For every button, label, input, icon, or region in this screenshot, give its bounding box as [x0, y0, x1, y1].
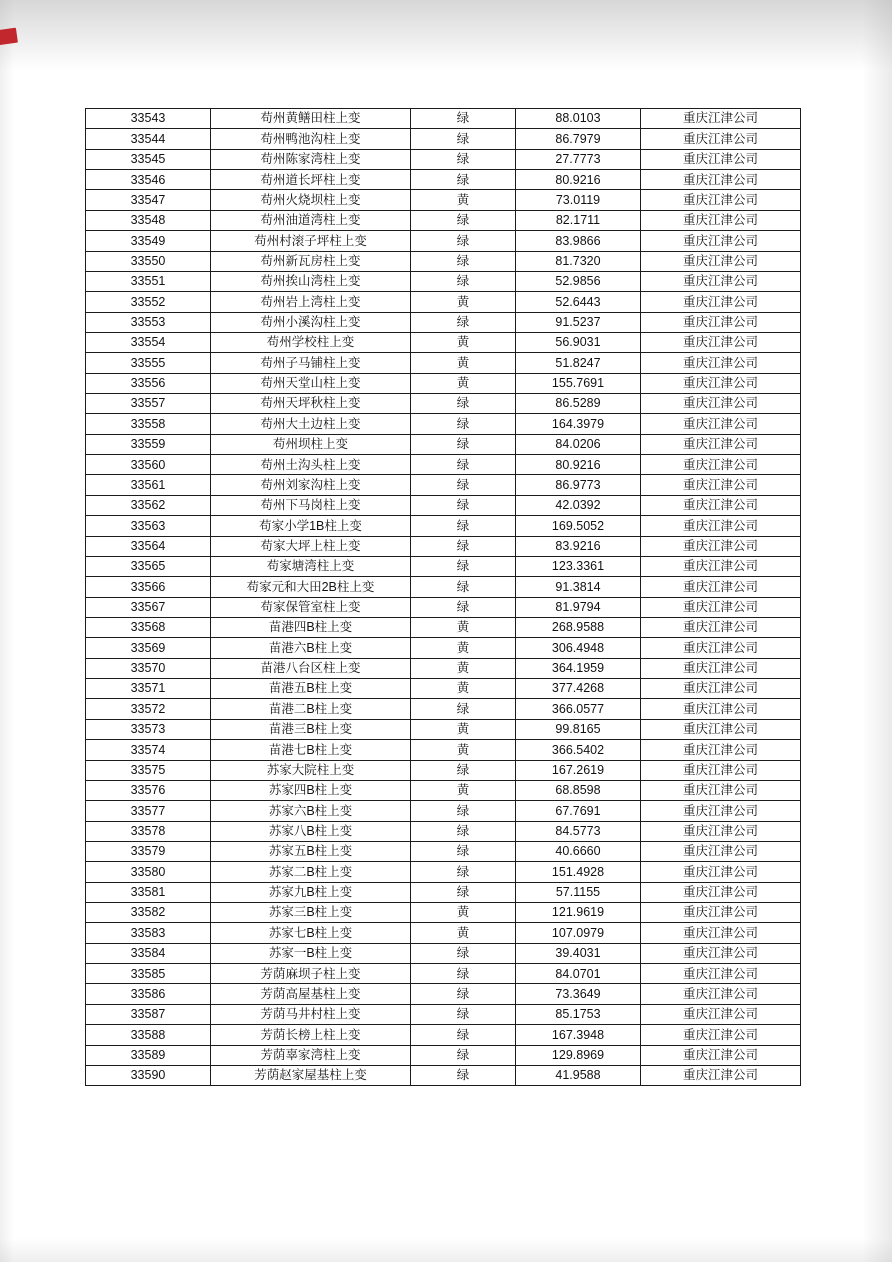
cell-name: 苟州天堂山柱上变 — [211, 373, 411, 393]
cell-status-color: 黄 — [411, 353, 516, 373]
cell-name: 苟州岩上湾柱上变 — [211, 292, 411, 312]
red-ink-mark — [0, 28, 18, 46]
cell-status-color: 绿 — [411, 516, 516, 536]
table-row — [86, 923, 801, 943]
cell-id: 33577 — [86, 801, 211, 821]
cell-id: 33578 — [86, 821, 211, 841]
cell-status-color: 绿 — [411, 434, 516, 454]
cell-id: 33582 — [86, 903, 211, 923]
cell-value: 155.7691 — [516, 373, 641, 393]
scan-shadow-top — [0, 0, 892, 70]
table-row — [86, 556, 801, 576]
table-row — [86, 149, 801, 169]
cell-name: 苏家六B柱上变 — [211, 801, 411, 821]
cell-name: 苟州大土边柱上变 — [211, 414, 411, 434]
table-row — [86, 617, 801, 637]
cell-status-color: 黄 — [411, 373, 516, 393]
cell-value: 85.1753 — [516, 1004, 641, 1024]
cell-value: 51.8247 — [516, 353, 641, 373]
cell-id: 33554 — [86, 332, 211, 352]
cell-id: 33568 — [86, 617, 211, 637]
table-row — [86, 210, 801, 230]
cell-value: 80.9216 — [516, 455, 641, 475]
cell-value: 81.7320 — [516, 251, 641, 271]
table-row — [86, 109, 801, 129]
cell-company: 重庆江津公司 — [641, 760, 801, 780]
cell-name: 苟州天坪秋柱上变 — [211, 394, 411, 414]
cell-value: 56.9031 — [516, 332, 641, 352]
cell-value: 91.5237 — [516, 312, 641, 332]
cell-id: 33576 — [86, 780, 211, 800]
cell-company: 重庆江津公司 — [641, 231, 801, 251]
cell-company: 重庆江津公司 — [641, 597, 801, 617]
cell-status-color: 绿 — [411, 801, 516, 821]
cell-name: 苟州新瓦房柱上变 — [211, 251, 411, 271]
cell-name: 苏家大院柱上变 — [211, 760, 411, 780]
table-row — [86, 1004, 801, 1024]
cell-value: 84.0206 — [516, 434, 641, 454]
cell-name: 苟家塘湾柱上变 — [211, 556, 411, 576]
cell-company: 重庆江津公司 — [641, 495, 801, 515]
cell-name: 苟州鸭池沟柱上变 — [211, 129, 411, 149]
cell-name: 苗港二B柱上变 — [211, 699, 411, 719]
cell-name: 苏家五B柱上变 — [211, 841, 411, 861]
table-row — [86, 353, 801, 373]
cell-value: 366.0577 — [516, 699, 641, 719]
cell-id: 33566 — [86, 577, 211, 597]
cell-status-color: 绿 — [411, 862, 516, 882]
cell-company: 重庆江津公司 — [641, 556, 801, 576]
transformer-table — [85, 108, 801, 1086]
table-row — [86, 1045, 801, 1065]
cell-value: 80.9216 — [516, 170, 641, 190]
cell-company: 重庆江津公司 — [641, 170, 801, 190]
cell-value: 39.4031 — [516, 943, 641, 963]
cell-value: 129.8969 — [516, 1045, 641, 1065]
cell-company: 重庆江津公司 — [641, 801, 801, 821]
cell-status-color: 绿 — [411, 1065, 516, 1085]
cell-status-color: 黄 — [411, 190, 516, 210]
cell-status-color: 黄 — [411, 638, 516, 658]
cell-id: 33552 — [86, 292, 211, 312]
cell-id: 33569 — [86, 638, 211, 658]
cell-status-color: 黄 — [411, 903, 516, 923]
cell-name: 苟家大坪上柱上变 — [211, 536, 411, 556]
table-row — [86, 577, 801, 597]
table-row — [86, 801, 801, 821]
cell-value: 57.1155 — [516, 882, 641, 902]
table-row — [86, 414, 801, 434]
cell-name: 苟州火烧坝柱上变 — [211, 190, 411, 210]
table-row — [86, 516, 801, 536]
cell-name: 苟州坝柱上变 — [211, 434, 411, 454]
table-row — [86, 475, 801, 495]
cell-name: 芳荫赵家屋基柱上变 — [211, 1065, 411, 1085]
cell-company: 重庆江津公司 — [641, 190, 801, 210]
cell-company: 重庆江津公司 — [641, 903, 801, 923]
cell-name: 苟州挨山湾柱上变 — [211, 271, 411, 291]
table-row — [86, 1065, 801, 1085]
cell-status-color: 绿 — [411, 170, 516, 190]
cell-status-color: 绿 — [411, 821, 516, 841]
cell-company: 重庆江津公司 — [641, 923, 801, 943]
cell-id: 33555 — [86, 353, 211, 373]
cell-id: 33575 — [86, 760, 211, 780]
cell-id: 33556 — [86, 373, 211, 393]
cell-company: 重庆江津公司 — [641, 577, 801, 597]
cell-status-color: 绿 — [411, 394, 516, 414]
table-row — [86, 862, 801, 882]
table-row — [86, 536, 801, 556]
cell-value: 84.5773 — [516, 821, 641, 841]
table-row — [86, 597, 801, 617]
cell-id: 33574 — [86, 740, 211, 760]
table-row — [86, 903, 801, 923]
cell-id: 33543 — [86, 109, 211, 129]
cell-value: 27.7773 — [516, 149, 641, 169]
table-row — [86, 373, 801, 393]
cell-company: 重庆江津公司 — [641, 109, 801, 129]
cell-name: 苟州土沟头柱上变 — [211, 455, 411, 475]
cell-name: 苗港五B柱上变 — [211, 679, 411, 699]
table-row — [86, 882, 801, 902]
scan-shadow-left — [0, 0, 14, 1262]
table-row — [86, 251, 801, 271]
cell-company: 重庆江津公司 — [641, 699, 801, 719]
cell-company: 重庆江津公司 — [641, 536, 801, 556]
cell-status-color: 绿 — [411, 699, 516, 719]
cell-name: 苏家一B柱上变 — [211, 943, 411, 963]
table-row — [86, 821, 801, 841]
cell-status-color: 绿 — [411, 577, 516, 597]
cell-id: 33587 — [86, 1004, 211, 1024]
cell-name: 苟州油道湾柱上变 — [211, 210, 411, 230]
cell-status-color: 绿 — [411, 414, 516, 434]
cell-value: 73.3649 — [516, 984, 641, 1004]
cell-status-color: 黄 — [411, 658, 516, 678]
cell-company: 重庆江津公司 — [641, 394, 801, 414]
cell-value: 86.9773 — [516, 475, 641, 495]
cell-name: 苟家保管室柱上变 — [211, 597, 411, 617]
cell-status-color: 黄 — [411, 780, 516, 800]
cell-status-color: 黄 — [411, 292, 516, 312]
cell-status-color: 绿 — [411, 984, 516, 1004]
cell-value: 52.6443 — [516, 292, 641, 312]
cell-company: 重庆江津公司 — [641, 617, 801, 637]
cell-company: 重庆江津公司 — [641, 516, 801, 536]
cell-name: 苏家九B柱上变 — [211, 882, 411, 902]
cell-status-color: 绿 — [411, 251, 516, 271]
cell-name: 苟州黄鳝田柱上变 — [211, 109, 411, 129]
cell-status-color: 绿 — [411, 271, 516, 291]
cell-company: 重庆江津公司 — [641, 1065, 801, 1085]
table-row — [86, 332, 801, 352]
cell-value: 364.1959 — [516, 658, 641, 678]
cell-status-color: 绿 — [411, 1045, 516, 1065]
cell-value: 88.0103 — [516, 109, 641, 129]
table-row — [86, 434, 801, 454]
cell-company: 重庆江津公司 — [641, 332, 801, 352]
cell-value: 40.6660 — [516, 841, 641, 861]
cell-id: 33570 — [86, 658, 211, 678]
cell-value: 41.9588 — [516, 1065, 641, 1085]
cell-value: 164.3979 — [516, 414, 641, 434]
cell-status-color: 绿 — [411, 129, 516, 149]
cell-status-color: 绿 — [411, 943, 516, 963]
cell-name: 芳荫长榜上柱上变 — [211, 1025, 411, 1045]
cell-id: 33547 — [86, 190, 211, 210]
cell-status-color: 绿 — [411, 231, 516, 251]
table-row — [86, 170, 801, 190]
cell-company: 重庆江津公司 — [641, 719, 801, 739]
cell-name: 苟州下马岗柱上变 — [211, 495, 411, 515]
cell-status-color: 绿 — [411, 597, 516, 617]
table-row — [86, 271, 801, 291]
table-row — [86, 841, 801, 861]
cell-status-color: 绿 — [411, 475, 516, 495]
cell-id: 33589 — [86, 1045, 211, 1065]
cell-status-color: 绿 — [411, 455, 516, 475]
table-row — [86, 638, 801, 658]
cell-id: 33548 — [86, 210, 211, 230]
cell-status-color: 绿 — [411, 841, 516, 861]
table-row — [86, 312, 801, 332]
table-row — [86, 719, 801, 739]
cell-name: 苗港三B柱上变 — [211, 719, 411, 739]
cell-company: 重庆江津公司 — [641, 943, 801, 963]
table-row — [86, 292, 801, 312]
cell-id: 33563 — [86, 516, 211, 536]
cell-status-color: 黄 — [411, 679, 516, 699]
cell-name: 苟州学校柱上变 — [211, 332, 411, 352]
cell-company: 重庆江津公司 — [641, 271, 801, 291]
cell-company: 重庆江津公司 — [641, 862, 801, 882]
cell-status-color: 黄 — [411, 719, 516, 739]
cell-value: 83.9866 — [516, 231, 641, 251]
cell-value: 52.9856 — [516, 271, 641, 291]
cell-company: 重庆江津公司 — [641, 129, 801, 149]
cell-company: 重庆江津公司 — [641, 434, 801, 454]
table-row — [86, 231, 801, 251]
cell-name: 芳荫辜家湾柱上变 — [211, 1045, 411, 1065]
cell-company: 重庆江津公司 — [641, 251, 801, 271]
cell-name: 苏家七B柱上变 — [211, 923, 411, 943]
cell-company: 重庆江津公司 — [641, 882, 801, 902]
scan-shadow-right — [862, 0, 892, 1262]
cell-value: 42.0392 — [516, 495, 641, 515]
table-row — [86, 658, 801, 678]
table-row — [86, 780, 801, 800]
cell-value: 121.9619 — [516, 903, 641, 923]
cell-value: 84.0701 — [516, 964, 641, 984]
cell-id: 33567 — [86, 597, 211, 617]
cell-id: 33562 — [86, 495, 211, 515]
cell-id: 33558 — [86, 414, 211, 434]
cell-value: 83.9216 — [516, 536, 641, 556]
cell-id: 33544 — [86, 129, 211, 149]
cell-value: 99.8165 — [516, 719, 641, 739]
cell-value: 377.4268 — [516, 679, 641, 699]
cell-company: 重庆江津公司 — [641, 210, 801, 230]
cell-company: 重庆江津公司 — [641, 984, 801, 1004]
table-row — [86, 129, 801, 149]
cell-company: 重庆江津公司 — [641, 353, 801, 373]
cell-id: 33565 — [86, 556, 211, 576]
cell-status-color: 黄 — [411, 923, 516, 943]
table-row — [86, 984, 801, 1004]
table-row — [86, 760, 801, 780]
cell-name: 苏家四B柱上变 — [211, 780, 411, 800]
scan-shadow-bottom — [0, 1238, 892, 1262]
cell-name: 苟州村滚子坪柱上变 — [211, 231, 411, 251]
cell-id: 33550 — [86, 251, 211, 271]
cell-company: 重庆江津公司 — [641, 1025, 801, 1045]
cell-id: 33557 — [86, 394, 211, 414]
transformer-table-body — [86, 109, 801, 1086]
cell-name: 苟州陈家湾柱上变 — [211, 149, 411, 169]
cell-status-color: 绿 — [411, 1004, 516, 1024]
cell-status-color: 绿 — [411, 882, 516, 902]
cell-id: 33560 — [86, 455, 211, 475]
cell-company: 重庆江津公司 — [641, 821, 801, 841]
cell-company: 重庆江津公司 — [641, 1045, 801, 1065]
cell-value: 86.7979 — [516, 129, 641, 149]
cell-id: 33564 — [86, 536, 211, 556]
cell-status-color: 绿 — [411, 312, 516, 332]
cell-status-color: 绿 — [411, 536, 516, 556]
cell-company: 重庆江津公司 — [641, 658, 801, 678]
cell-company: 重庆江津公司 — [641, 373, 801, 393]
table-row — [86, 495, 801, 515]
cell-value: 67.7691 — [516, 801, 641, 821]
cell-name: 苗港六B柱上变 — [211, 638, 411, 658]
table-row — [86, 943, 801, 963]
cell-company: 重庆江津公司 — [641, 964, 801, 984]
cell-id: 33561 — [86, 475, 211, 495]
cell-status-color: 绿 — [411, 1025, 516, 1045]
cell-id: 33588 — [86, 1025, 211, 1045]
table-row — [86, 394, 801, 414]
cell-name: 苗港八台区柱上变 — [211, 658, 411, 678]
cell-value: 123.3361 — [516, 556, 641, 576]
cell-company: 重庆江津公司 — [641, 780, 801, 800]
cell-id: 33571 — [86, 679, 211, 699]
cell-company: 重庆江津公司 — [641, 455, 801, 475]
cell-name: 苟州道长坪柱上变 — [211, 170, 411, 190]
cell-name: 芳荫麻坝子柱上变 — [211, 964, 411, 984]
cell-value: 366.5402 — [516, 740, 641, 760]
cell-company: 重庆江津公司 — [641, 679, 801, 699]
cell-name: 苏家二B柱上变 — [211, 862, 411, 882]
cell-status-color: 绿 — [411, 760, 516, 780]
cell-status-color: 黄 — [411, 617, 516, 637]
cell-company: 重庆江津公司 — [641, 292, 801, 312]
table-row — [86, 190, 801, 210]
cell-id: 33585 — [86, 964, 211, 984]
cell-value: 169.5052 — [516, 516, 641, 536]
cell-status-color: 绿 — [411, 109, 516, 129]
cell-value: 167.2619 — [516, 760, 641, 780]
table-row — [86, 679, 801, 699]
cell-value: 268.9588 — [516, 617, 641, 637]
cell-status-color: 黄 — [411, 332, 516, 352]
cell-name: 苟州子马铺柱上变 — [211, 353, 411, 373]
cell-id: 33551 — [86, 271, 211, 291]
cell-id: 33579 — [86, 841, 211, 861]
cell-value: 91.3814 — [516, 577, 641, 597]
cell-status-color: 绿 — [411, 964, 516, 984]
cell-id: 33553 — [86, 312, 211, 332]
cell-id: 33584 — [86, 943, 211, 963]
cell-name: 苟州刘家沟柱上变 — [211, 475, 411, 495]
cell-company: 重庆江津公司 — [641, 740, 801, 760]
cell-value: 81.9794 — [516, 597, 641, 617]
cell-company: 重庆江津公司 — [641, 638, 801, 658]
cell-name: 苟家小学1B柱上变 — [211, 516, 411, 536]
cell-id: 33572 — [86, 699, 211, 719]
cell-id: 33559 — [86, 434, 211, 454]
table-row — [86, 740, 801, 760]
cell-id: 33586 — [86, 984, 211, 1004]
cell-status-color: 绿 — [411, 556, 516, 576]
cell-status-color: 绿 — [411, 210, 516, 230]
cell-name: 芳荫马井村柱上变 — [211, 1004, 411, 1024]
cell-name: 苟家元和大田2B柱上变 — [211, 577, 411, 597]
cell-value: 306.4948 — [516, 638, 641, 658]
cell-id: 33545 — [86, 149, 211, 169]
cell-name: 苟州小溪沟柱上变 — [211, 312, 411, 332]
cell-company: 重庆江津公司 — [641, 149, 801, 169]
cell-id: 33546 — [86, 170, 211, 190]
cell-id: 33573 — [86, 719, 211, 739]
cell-name: 苏家八B柱上变 — [211, 821, 411, 841]
cell-name: 苗港四B柱上变 — [211, 617, 411, 637]
cell-company: 重庆江津公司 — [641, 841, 801, 861]
table-row — [86, 699, 801, 719]
cell-company: 重庆江津公司 — [641, 312, 801, 332]
cell-company: 重庆江津公司 — [641, 414, 801, 434]
cell-value: 107.0979 — [516, 923, 641, 943]
cell-value: 151.4928 — [516, 862, 641, 882]
cell-value: 86.5289 — [516, 394, 641, 414]
cell-value: 73.0119 — [516, 190, 641, 210]
cell-value: 82.1711 — [516, 210, 641, 230]
cell-status-color: 绿 — [411, 149, 516, 169]
cell-name: 芳荫高屋基柱上变 — [211, 984, 411, 1004]
cell-status-color: 黄 — [411, 740, 516, 760]
cell-value: 167.3948 — [516, 1025, 641, 1045]
cell-status-color: 绿 — [411, 495, 516, 515]
cell-id: 33583 — [86, 923, 211, 943]
cell-name: 苏家三B柱上变 — [211, 903, 411, 923]
table-row — [86, 964, 801, 984]
cell-id: 33580 — [86, 862, 211, 882]
cell-company: 重庆江津公司 — [641, 475, 801, 495]
cell-id: 33590 — [86, 1065, 211, 1085]
cell-id: 33549 — [86, 231, 211, 251]
table-row — [86, 1025, 801, 1045]
cell-company: 重庆江津公司 — [641, 1004, 801, 1024]
cell-id: 33581 — [86, 882, 211, 902]
cell-value: 68.8598 — [516, 780, 641, 800]
table-row — [86, 455, 801, 475]
cell-name: 苗港七B柱上变 — [211, 740, 411, 760]
